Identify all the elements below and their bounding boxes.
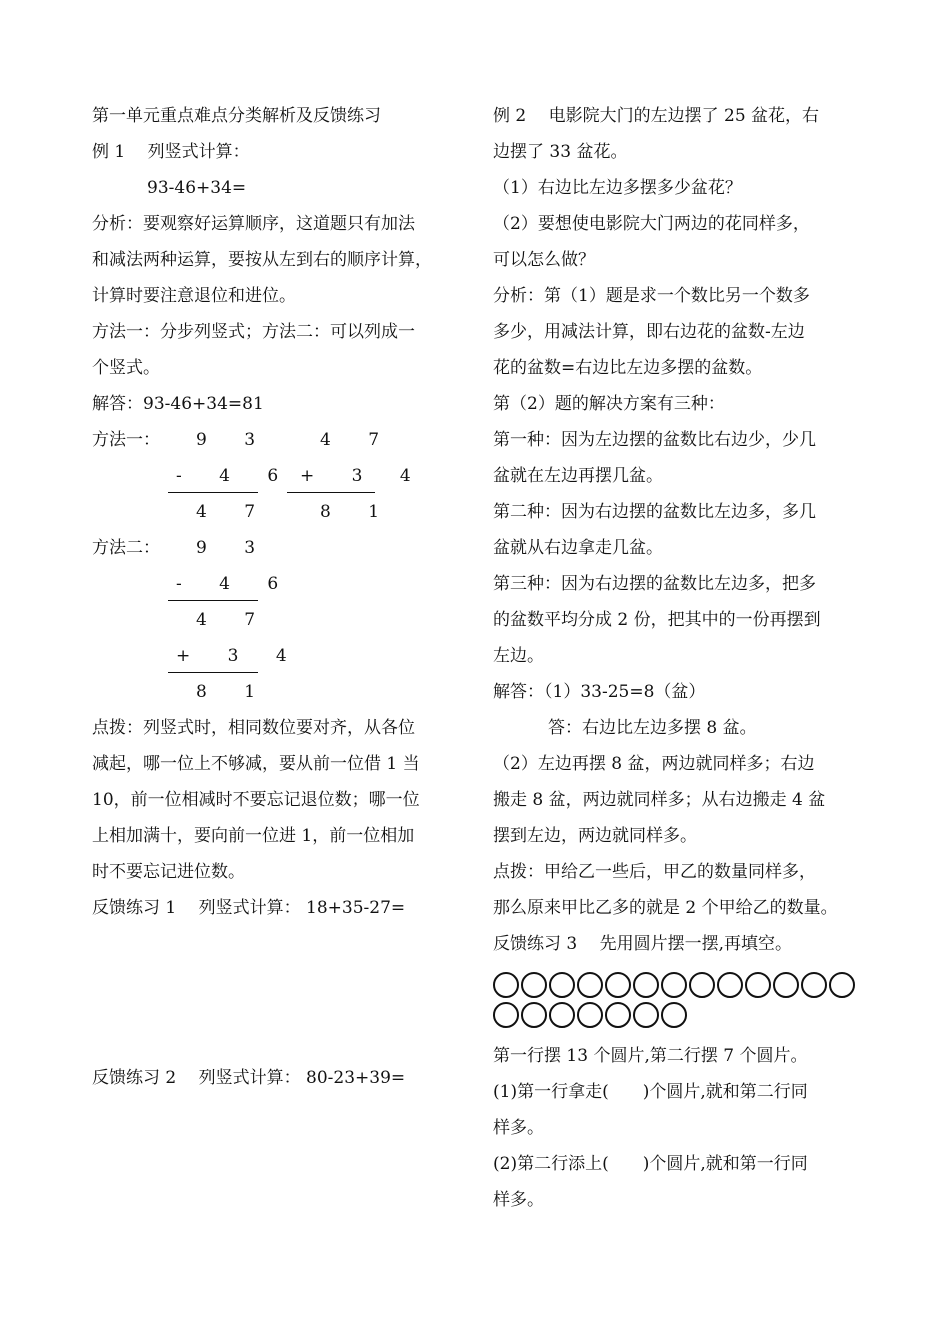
calc-underline — [168, 672, 258, 673]
circle-chip — [801, 972, 827, 998]
circle-chip — [549, 1002, 575, 1028]
tip-line: 点拨：甲给乙一些后，甲乙的数量同样多， — [493, 862, 816, 882]
example1-expression: 93-46+34= — [147, 178, 247, 198]
circle-chip — [605, 1002, 631, 1028]
tip-line: 减起，哪一位上不够减，要从前一位借 1 当 — [92, 754, 420, 774]
circle-chip — [661, 972, 687, 998]
tip-line: 上相加满十，要向前一位进 1，前一位相加 — [92, 826, 415, 846]
tip-line: 10，前一位相减时不要忘记退位数；哪一位 — [92, 790, 420, 810]
methods-line: 个竖式。 — [92, 358, 160, 378]
fill-blank-2-line: (2)第二行添上( )个圆片,就和第一行同 — [493, 1154, 808, 1174]
analysis-line: 分析：要观察好运算顺序，这道题只有加法 — [92, 214, 415, 234]
calc-digit-row: 8 1 — [196, 682, 272, 702]
circle-chip — [717, 972, 743, 998]
analysis-line: 计算时要注意退位和进位。 — [92, 286, 296, 306]
answer-2-line: （2）左边再摆 8 盆，两边就同样多；右边 — [493, 754, 815, 774]
calc-digit-row: 9 3 — [196, 430, 272, 450]
calc-digit-row: - 4 6 — [176, 466, 295, 486]
method1-vertical-calcs — [92, 422, 467, 530]
circle-row-2 — [493, 1002, 873, 1028]
circle-chip — [549, 972, 575, 998]
question-1: （1）右边比左边多摆多少盆花？ — [493, 178, 742, 198]
solution-3-line: 第三种：因为右边摆的盆数比左边多，把多 — [493, 574, 816, 594]
calc-digit-row: 8 1 — [320, 502, 396, 522]
circle-chip — [577, 1002, 603, 1028]
answer-2-line: 摆到左边，两边就同样多。 — [493, 826, 697, 846]
solution-1-line: 盆就在左边再摆几盆。 — [493, 466, 663, 486]
circle-chip — [633, 1002, 659, 1028]
circle-chip — [493, 972, 519, 998]
feedback-exercise-3: 反馈练习 3 先用圆片摆一摆,再填空。 — [493, 934, 793, 954]
analysis-line: 多少，用减法计算，即右边花的盆数-左边 — [493, 322, 805, 342]
circle-chip — [521, 1002, 547, 1028]
tip-line: 时不要忘记进位数。 — [92, 862, 245, 882]
feedback-exercise-1: 反馈练习 1 列竖式计算： 18+35-27= — [92, 898, 406, 918]
question-2-line: 可以怎么做？ — [493, 250, 595, 270]
calc-digit-row: 4 7 — [320, 430, 396, 450]
circle-chip — [605, 972, 631, 998]
method2-vertical-calc — [92, 530, 467, 710]
example2-line: 例 2 电影院大门的左边摆了 25 盆花，右 — [493, 106, 820, 126]
feedback-exercise-2: 反馈练习 2 列竖式计算： 80-23+39= — [92, 1068, 406, 1088]
circle-chip — [521, 972, 547, 998]
analysis-line: 和减法两种运算，要按从左到右的顺序计算， — [92, 250, 432, 270]
answer-1: 解答：（1）33-25=8（盆） — [493, 682, 706, 702]
solution-3-line: 的盆数平均分成 2 份，把其中的一份再摆到 — [493, 610, 821, 630]
methods-line: 方法一：分步列竖式；方法二：可以列成一 — [92, 322, 415, 342]
calc-underline — [287, 492, 375, 493]
answer-line: 解答：93-46+34=81 — [92, 394, 264, 414]
calc-digit-row: 4 7 — [196, 610, 272, 630]
solution-2-line: 盆就从右边拿走几盆。 — [493, 538, 663, 558]
circle-chip — [773, 972, 799, 998]
method2-label: 方法二： — [92, 538, 160, 558]
circle-row-1 — [493, 972, 873, 998]
circle-chip — [493, 1002, 519, 1028]
example2-line: 边摆了 33 盆花。 — [493, 142, 628, 162]
solution-1-line: 第一种：因为左边摆的盆数比右边少，少几 — [493, 430, 816, 450]
analysis-line: 花的盆数=右边比左边多摆的盆数。 — [493, 358, 763, 378]
calc-digit-row: + 3 4 — [300, 466, 427, 486]
fill-blank-1-line: (1)第一行拿走( )个圆片,就和第二行同 — [493, 1082, 808, 1102]
calc-digit-row: 9 3 — [196, 538, 272, 558]
question-2-line: （2）要想使电影院大门两边的花同样多， — [493, 214, 810, 234]
fill-blank-2-line: 样多。 — [493, 1190, 544, 1210]
solution-3-line: 左边。 — [493, 646, 544, 666]
right-column — [493, 98, 873, 1218]
calc-digit-row: - 4 6 — [176, 574, 295, 594]
solution-intro: 第（2）题的解决方案有三种： — [493, 394, 725, 414]
example1-label: 例 1 列竖式计算： — [92, 142, 250, 162]
circle-chip — [577, 972, 603, 998]
answer-2-line: 搬走 8 盆，两边就同样多；从右边搬走 4 盆 — [493, 790, 826, 810]
circle-description: 第一行摆 13 个圆片,第二行摆 7 个圆片。 — [493, 1046, 808, 1066]
calc-underline — [168, 600, 258, 601]
tip-line: 点拨：列竖式时，相同数位要对齐，从各位 — [92, 718, 415, 738]
calc-digit-row: 4 7 — [196, 502, 272, 522]
fill-blank-1-line: 样多。 — [493, 1118, 544, 1138]
solution-2-line: 第二种：因为右边摆的盆数比左边多，多几 — [493, 502, 816, 522]
counter-circles — [493, 972, 873, 1028]
circle-chip — [689, 972, 715, 998]
tip-line: 那么原来甲比乙多的就是 2 个甲给乙的数量。 — [493, 898, 838, 918]
circle-chip — [661, 1002, 687, 1028]
circle-chip — [745, 972, 771, 998]
answer-1-statement: 答：右边比左边多摆 8 盆。 — [548, 718, 757, 738]
left-column — [92, 98, 467, 1096]
calc-digit-row: + 3 4 — [176, 646, 303, 666]
analysis-line: 分析：第（1）题是求一个数比另一个数多 — [493, 286, 810, 306]
method1-label: 方法一： — [92, 430, 160, 450]
circle-chip — [633, 972, 659, 998]
calc-underline — [168, 492, 258, 493]
doc-title: 第一单元重点难点分类解析及反馈练习 — [92, 106, 381, 126]
answer-space — [92, 926, 467, 1060]
circle-chip — [829, 972, 855, 998]
